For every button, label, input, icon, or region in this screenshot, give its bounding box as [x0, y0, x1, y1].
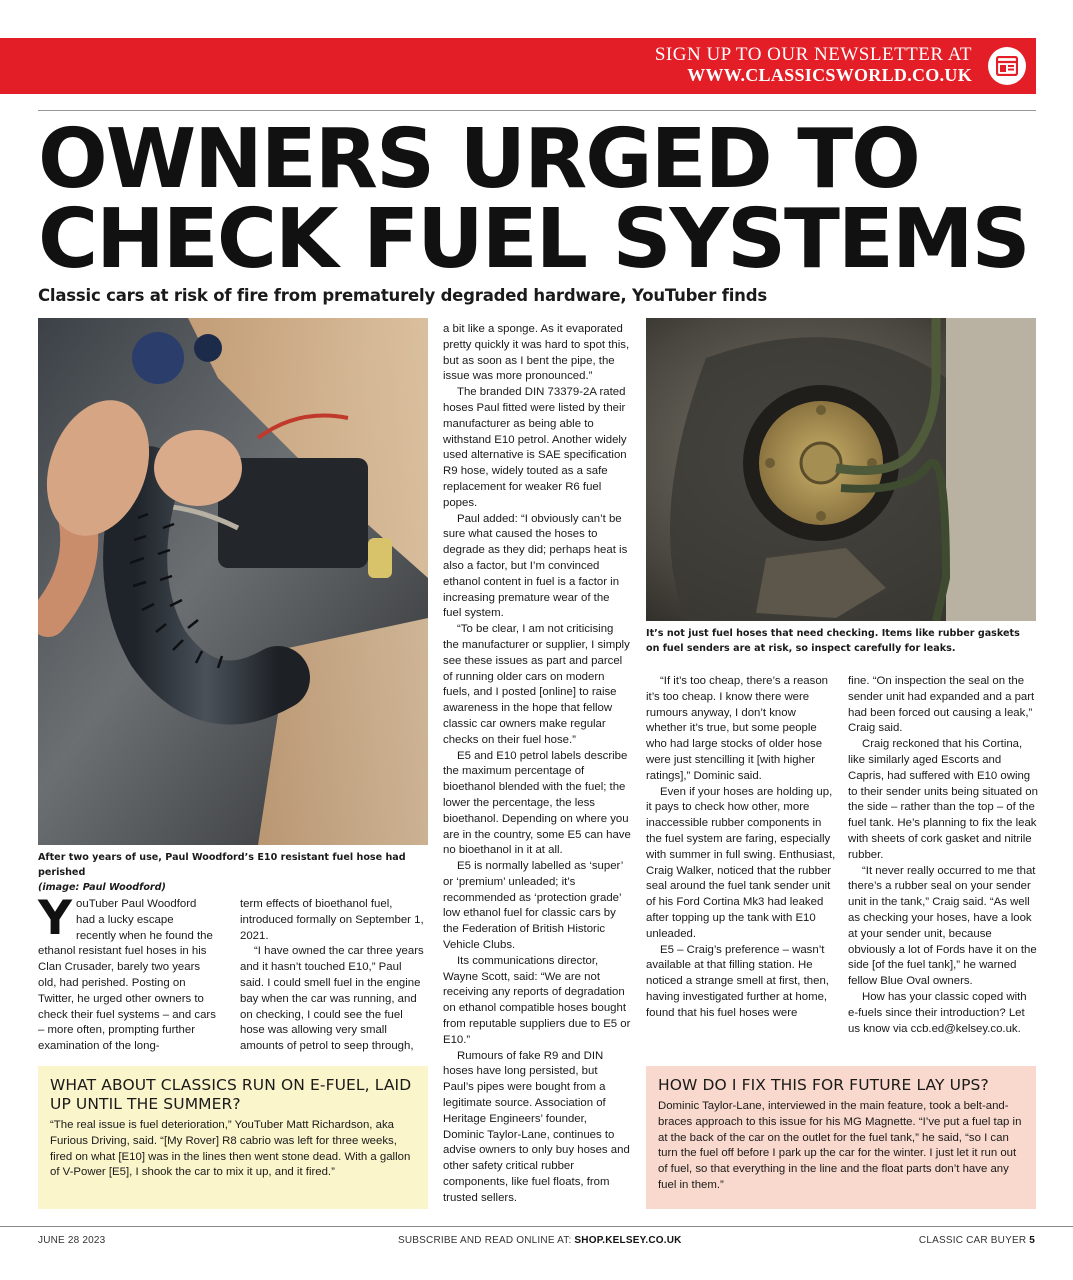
footer-divider: [0, 1226, 1073, 1227]
headline-line2: CHECK FUEL SYSTEMS: [38, 192, 1029, 287]
fuel-hose-caption-text: After two years of use, Paul Woodford’s E10 resistant fuel hose had perished: [38, 852, 406, 878]
newsletter-url[interactable]: WWW.CLASSICSWORLD.CO.UK: [687, 65, 972, 85]
article-paragraph: E5 and E10 petrol labels describe the maximum percentage of bioethanol blended with the fuel; the lower the percentage, the less bioethanol. Depending on where you are in the country, some E5 can have no bioethanol in it at all.: [443, 749, 631, 857]
newsletter-banner[interactable]: [0, 38, 1036, 94]
fuel-hose-photo: [38, 318, 428, 845]
standfirst: Classic cars at risk of fire from prematurely degraded hardware, YouTuber finds: [38, 286, 767, 305]
headline-line1: OWNERS URGED TO: [38, 112, 919, 207]
page-number: 5: [1029, 1235, 1035, 1246]
newsletter-text: [655, 44, 972, 86]
shop-link[interactable]: SHOP.KELSEY.CO.UK: [574, 1235, 682, 1246]
subscribe-line: [398, 1235, 682, 1246]
article-paragraph: “If it’s too cheap, there’s a reason it’s too cheap. I know there were rumours anyway, I don’t know whether it’s true, but some people who had large stocks of older hose were just stencilling it [with higher ratings],” Dominic said.: [646, 675, 829, 782]
article-paragraph: a bit like a sponge. As it evaporated pretty quickly it was hard to spot this, but as soon as I bent the pipe, the issue was more pronounced.”: [443, 323, 630, 383]
article-paragraph: “It never really occurred to me that there’s a rubber seal on your sender unit in the tank,” Craig said. “As well as checking your hoses, have a look at your sender unit, because obviously a lot of Fords have it on the side [of the fuel tank],” he warned fellow Blue Oval owners.: [848, 864, 1037, 988]
headline: [38, 112, 1038, 287]
article-paragraph: E5 is normally labelled as ‘super’ or ‘premium’ unleaded; it’s recommended as ‘protection grade’ low ethanol fuel for classic cars by the Federation of British Historic Vehicle Clubs.: [443, 860, 623, 952]
newsletter-line1: SIGN UP TO OUR NEWSLETTER AT: [654, 44, 972, 65]
article-paragraph: “To be clear, I am not criticising the manufacturer or supplier, I simply see these issues as part and parcel of running older cars on modern fuels, and I posted [online] to raise awareness in the hope that fellow classic car owners make regular checks on their fuel hose.”: [443, 623, 630, 746]
article-paragraph: E5 – Craig’s preference – wasn’t available at that filling station. He noticed a strange smell at first, then, having investigated further at home, found that his fuel hoses were: [646, 943, 829, 1019]
e-fuel-sidebar-title: WHAT ABOUT CLASSICS RUN ON E-FUEL, LAID UP UNTIL THE SUMMER?: [50, 1076, 412, 1113]
article-paragraph: fine. “On inspection the seal on the sender unit had expanded and a part had been forced out causing a leak,” Craig said.: [848, 675, 1035, 735]
article-column-1: [38, 891, 216, 1055]
e-fuel-sidebar: [38, 1066, 428, 1209]
article-paragraph: Its communications director, Wayne Scott, said: “We are not receiving any reports of degradation on ethanol compatible hoses bought from reputable suppliers due to E5 or E10.”: [443, 954, 631, 1046]
page-folio: [919, 1235, 1035, 1246]
article-paragraph: Craig reckoned that his Cortina, like similarly aged Escorts and Capris, had suffered with E10 owing to their sender units being situated on the side – rather than the top – of the fuel tank. He’s planning to fix the leak with sheets of cork gasket and nitrile rubber.: [848, 738, 1038, 861]
article-column-5: [848, 674, 1038, 1037]
article-paragraph: Rumours of fake R9 and DIN hoses have long persisted, but Paul’s pipes were bought from a legitimate source. Association of Heritage Engineers’ founder, Dominic Taylor-Lane, continues to advise owners to only buy hoses and other safety critical rubber components, like fuel floats, from trusted sellers.: [443, 1049, 630, 1204]
article-paragraph: term effects of bioethanol fuel, introduced formally on September 1, 2021.: [240, 898, 424, 942]
e-fuel-sidebar-body: “The real issue is fuel deterioration,” YouTuber Matt Richardson, aka Furious Driving, said. “[My Rover] R8 cabrio was left for three weeks, fired on what [E10] was in the lines then went stone dead. With a gallon of V-Power [E5], I shook the car to mix it up, and it fired.”: [50, 1119, 411, 1179]
article-column-3: [443, 322, 631, 1207]
fuel-hose-photo-credit: (image: Paul Woodford): [38, 882, 166, 893]
article-paragraph: Even if your hoses are holding up, it pays to check how other, more inaccessible rubber components in the fuel system are faring, especially with summer in full swing. Enthusiast, Craig Walker, noticed that the rubber seal around the fuel tank sender unit of his Ford Cortina Mk3 had leaked after topping up the tank with E10 unleaded.: [646, 785, 836, 940]
article-paragraph: The branded DIN 73379-2A rated hoses Paul fitted were listed by their manufacturer as being able to withstand E10 petrol. Another widely used alternative is SAE specification R9 hose, widely touted as a safe replacement for weaker R6 fuel popes.: [443, 386, 627, 509]
article-paragraph: “I have owned the car three years and it hasn’t touched E10,” Paul said. I could smell fuel in the engine bay when the car was running, and on checking, I could see the fuel hose was allowing very small amounts of petrol to seep through,: [240, 945, 424, 1053]
fuel-sender-caption: It’s not just fuel hoses that need checking. Items like rubber gaskets on fuel senders are at risk, so inspect carefully for leaks.: [646, 628, 1020, 654]
article-paragraph: YouTuber Paul Woodford had a lucky escape recently when he found the ethanol resistant fuel hoses in his Clan Crusader, barely two years old, had perished. Posting on Twitter, he urged other owners to check their fuel systems – and cars – more often, prompting further examination of the long-: [38, 891, 216, 1053]
subscribe-label: SUBSCRIBE AND READ ONLINE AT:: [398, 1235, 572, 1246]
lay-up-sidebar: [646, 1066, 1036, 1209]
drop-cap: Y: [38, 891, 73, 946]
newsletter-icon: [988, 47, 1026, 85]
top-divider: [38, 110, 1036, 111]
lay-up-sidebar-body: Dominic Taylor-Lane, interviewed in the main feature, took a belt-and-braces approach to this issue for his MG Magnette. “I’ve put a fuel tap in at the back of the car on the outlet for the fuel tank,” he said, “so I can turn the fuel off before I park up the car for the winter. I just let it run out of fuel, so that everything in the line and the float parts don’t have any fuel in them.”: [658, 1100, 1022, 1191]
lay-up-sidebar-title: HOW DO I FIX THIS FOR FUTURE LAY UPS?: [658, 1076, 989, 1094]
fuel-sender-photo: [646, 318, 1036, 621]
article-paragraph: Paul added: “I obviously can’t be sure what caused the hoses to degrade as they did; perhaps heat is also a factor, but I’m convinced ethanol content in fuel is a factor in increasing premature wear of the fuel system.: [443, 512, 628, 620]
magazine-name: CLASSIC CAR BUYER: [918, 1235, 1027, 1246]
article-paragraph: How has your classic coped with e-fuels since their introduction? Let us know via ccb.ed@kelsey.co.uk.: [848, 990, 1027, 1035]
article-column-4: [646, 674, 836, 1022]
fuel-hose-caption: [38, 850, 428, 895]
article-column-2: [240, 897, 428, 1055]
issue-date: JUNE 28 2023: [38, 1235, 106, 1246]
